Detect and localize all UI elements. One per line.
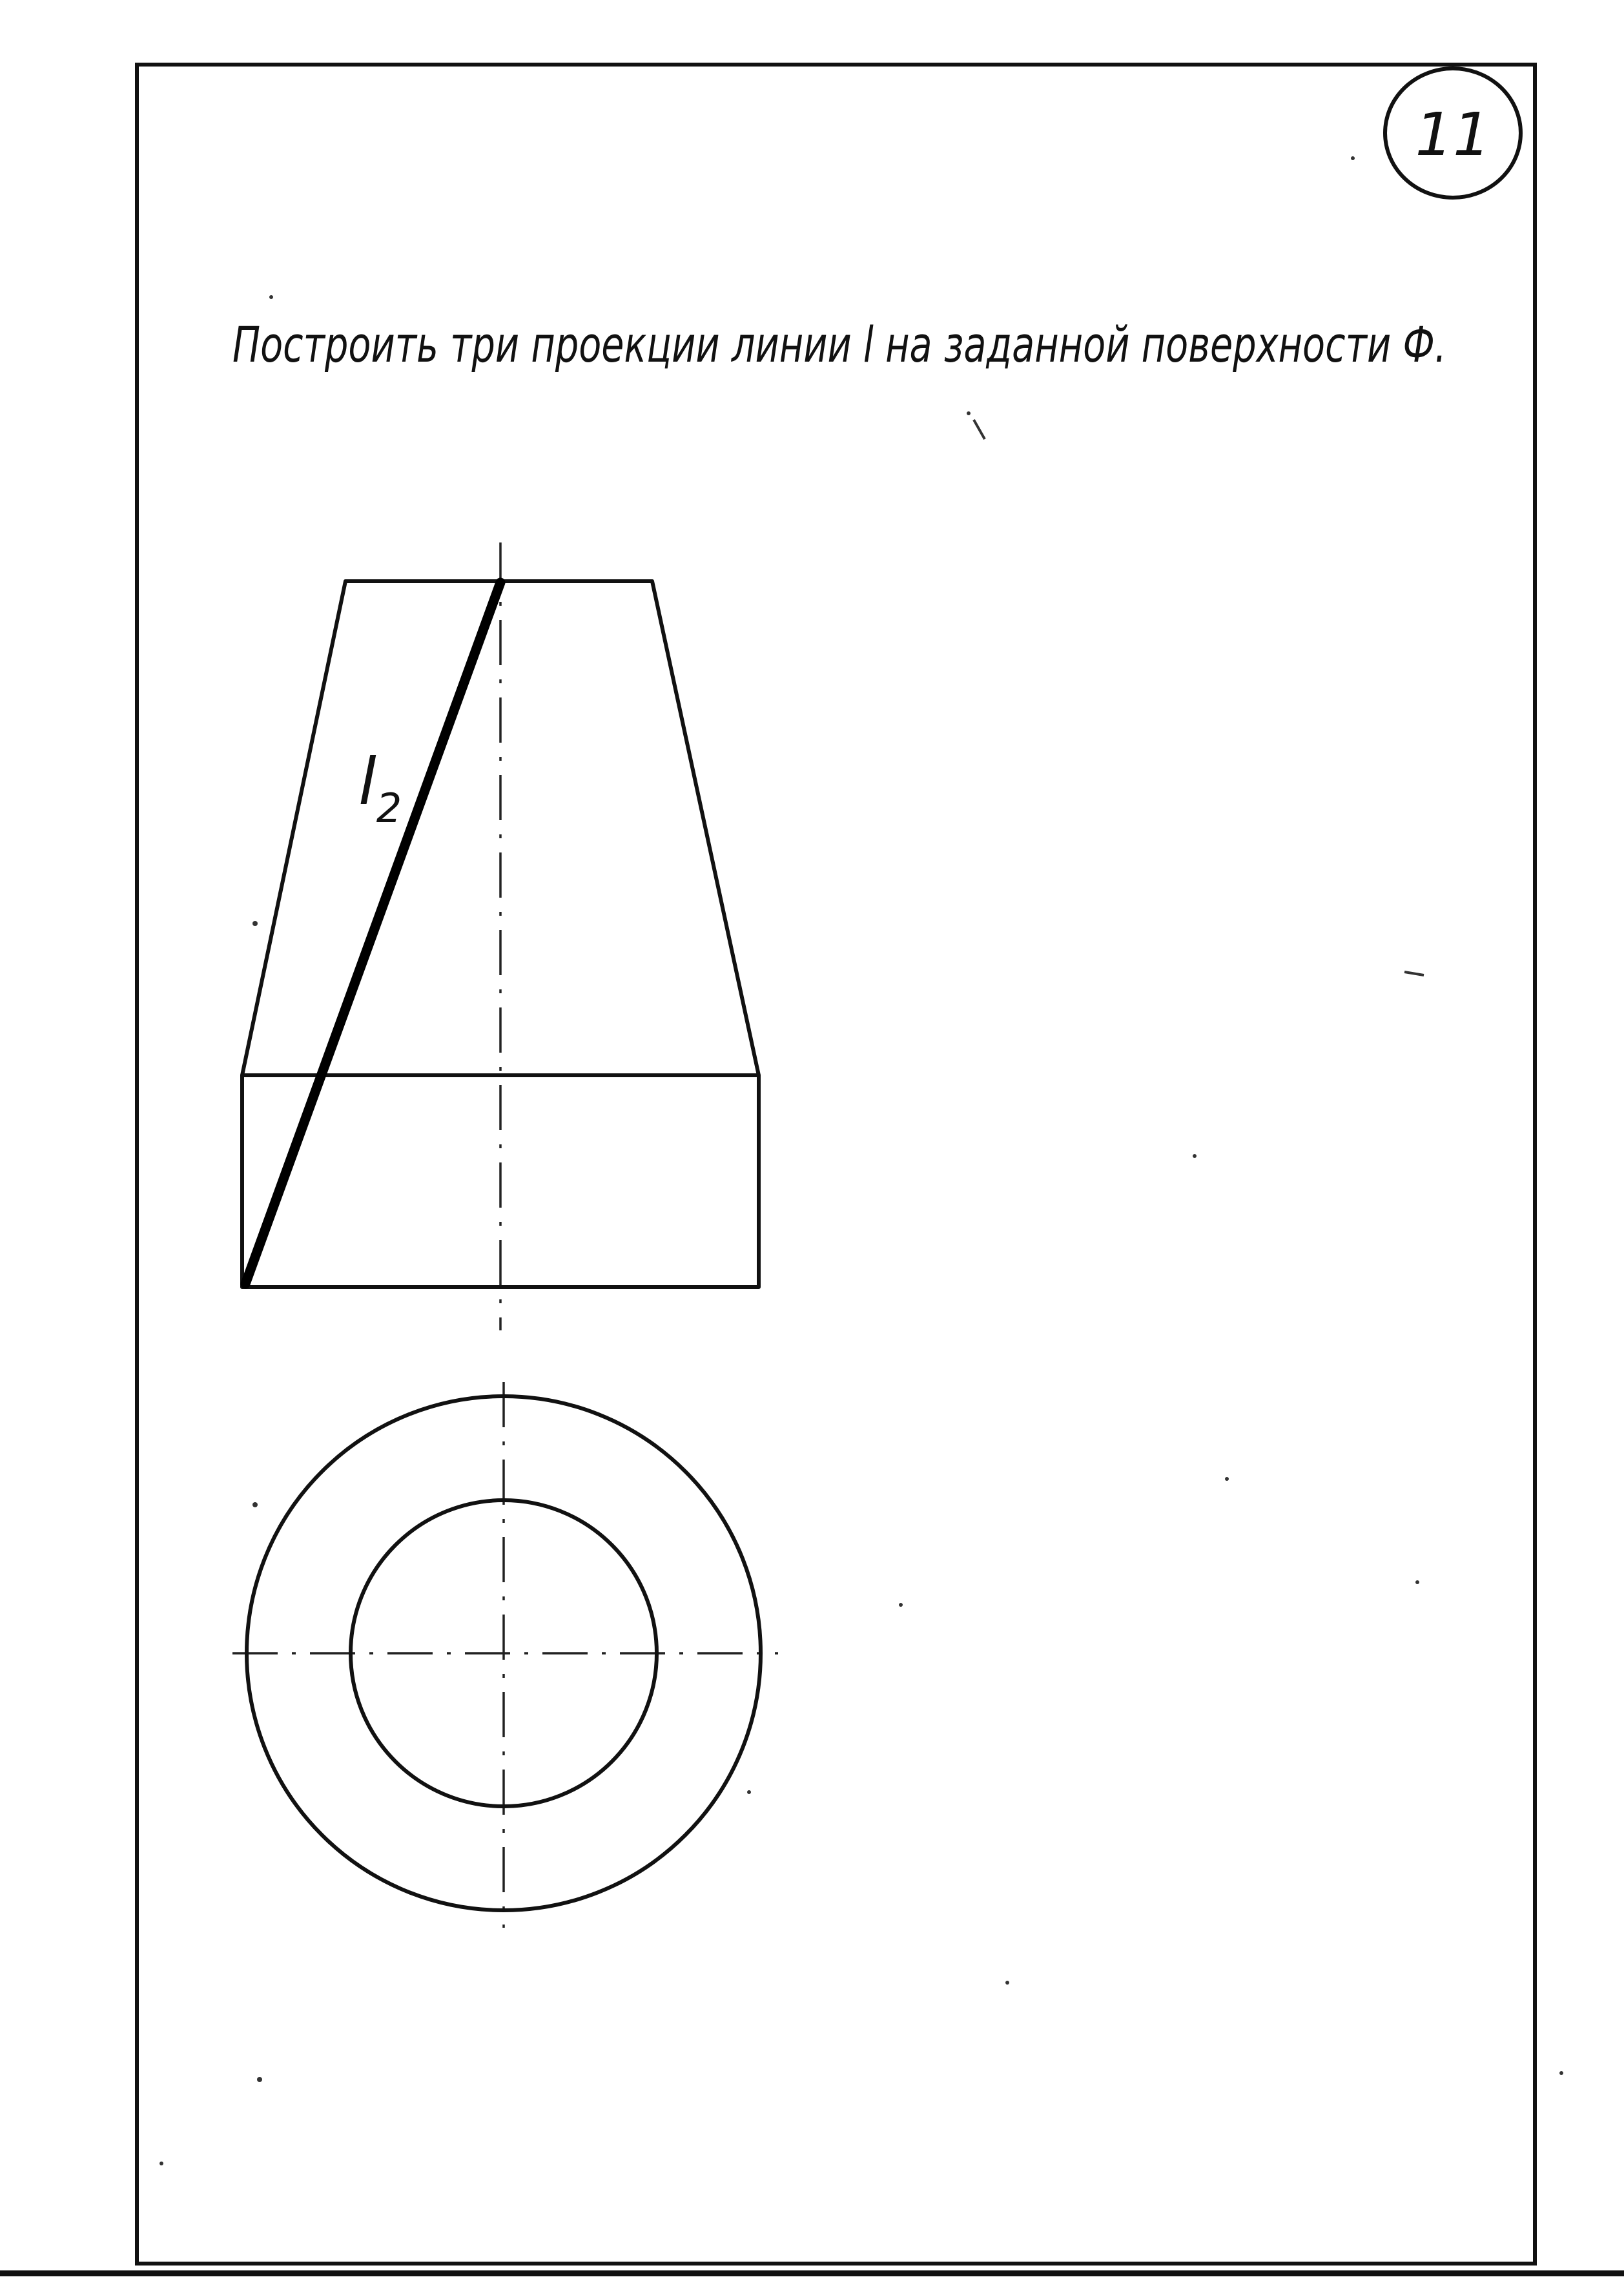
speck bbox=[269, 295, 273, 299]
sheet-frame bbox=[137, 65, 1535, 2264]
speck bbox=[747, 1790, 751, 1794]
line-l2-label bbox=[358, 744, 402, 832]
speck bbox=[252, 1502, 258, 1507]
speck bbox=[899, 1603, 903, 1607]
top-projection bbox=[232, 1382, 778, 1928]
scan-noise bbox=[159, 156, 1563, 2165]
speck bbox=[252, 921, 258, 926]
speck bbox=[159, 2162, 163, 2165]
speck bbox=[967, 411, 971, 415]
line-l2-label-sub: 2 bbox=[376, 785, 402, 832]
sheet-number: 11 bbox=[1415, 100, 1491, 169]
speck bbox=[257, 2077, 262, 2082]
line-l2 bbox=[245, 583, 500, 1284]
speck bbox=[1351, 156, 1355, 160]
speck bbox=[1225, 1477, 1229, 1481]
speck bbox=[1193, 1154, 1197, 1158]
speck bbox=[1005, 1981, 1009, 1985]
speck-dash bbox=[1404, 972, 1424, 975]
speck bbox=[1559, 2071, 1563, 2075]
sheet-number-badge bbox=[1385, 68, 1521, 198]
front-projection bbox=[242, 542, 759, 1330]
line-l2-label-base: l bbox=[358, 744, 376, 820]
speck bbox=[1415, 1580, 1419, 1584]
speck-dash bbox=[974, 420, 985, 439]
task-text: Построить три проекции линии l на заданной поверхности Ф. bbox=[232, 316, 1446, 373]
